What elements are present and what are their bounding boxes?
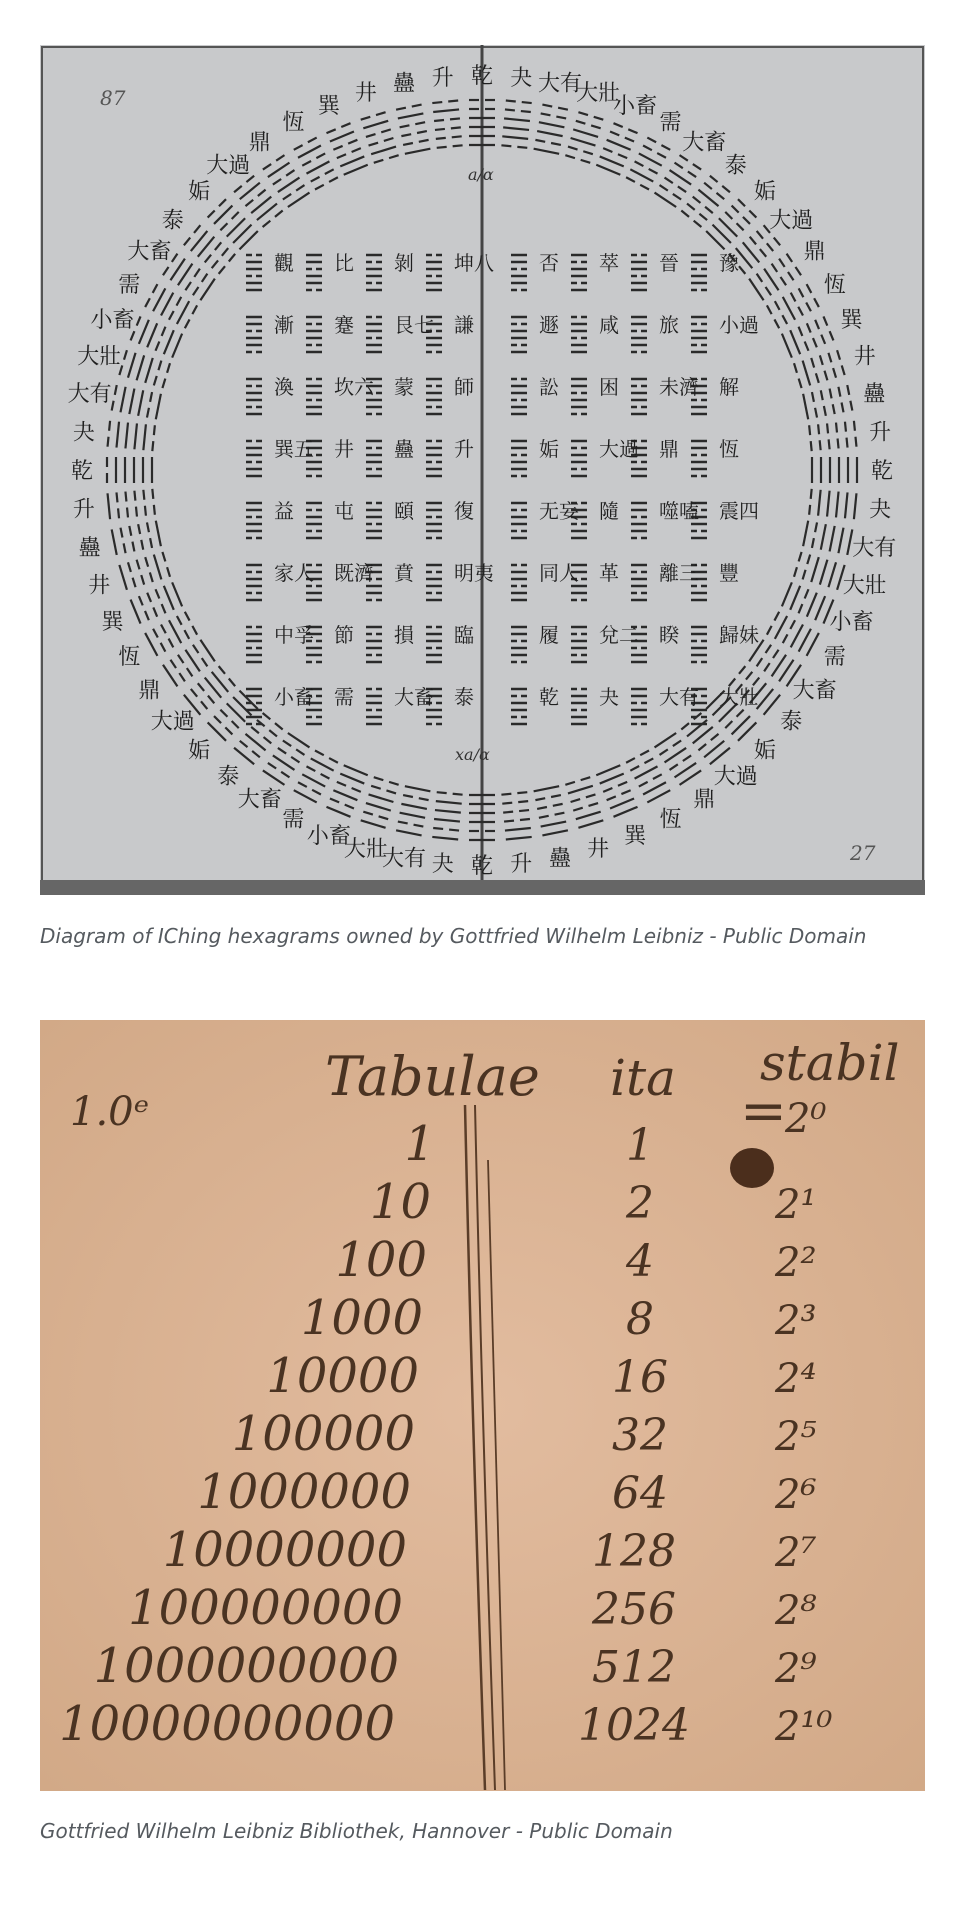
ring-hexagram-label: 升 xyxy=(869,420,892,446)
ring-hexagram-label: 大過 xyxy=(713,764,758,790)
ring-hexagram-label: 大壯 xyxy=(842,573,887,599)
inner-hexagram-label: 家人 xyxy=(274,561,314,585)
decimal-value: 128 xyxy=(592,1526,676,1577)
decimal-value: 8 xyxy=(626,1294,654,1345)
mark-top: a/ɑ xyxy=(468,165,494,184)
ring-hexagram-label: 大畜 xyxy=(237,787,282,813)
inner-hexagram-label: 歸妹 xyxy=(719,623,759,647)
ring-hexagram-label: 夬 xyxy=(510,65,533,91)
inner-hexagram-label: 兌二 xyxy=(599,623,639,647)
power-value: 2⁰ xyxy=(785,1096,827,1142)
decimal-value: 512 xyxy=(592,1642,676,1693)
ring-hexagram-label: 恆 xyxy=(118,645,141,671)
ring-hexagram-label: 大有 xyxy=(67,381,112,407)
header-tabulae: Tabulae xyxy=(325,1045,540,1108)
header-lo: 1.0ᵉ xyxy=(70,1089,150,1135)
inner-hexagram-label: 豐 xyxy=(719,561,739,585)
ring-hexagram-label: 升 xyxy=(431,65,454,91)
decimal-value: 16 xyxy=(612,1352,668,1403)
ring-hexagram-label: 夬 xyxy=(869,497,892,523)
inner-hexagram-label: 小畜 xyxy=(274,685,314,709)
inner-hexagram-label: 同人 xyxy=(539,561,579,585)
ring-hexagram-label: 巽 xyxy=(317,94,340,120)
ring-hexagram-label: 姤 xyxy=(188,179,211,205)
figure-caption-1: Diagram of IChing hexagrams owned by Gottfried Wilhelm Leibniz - Public Domain xyxy=(40,924,867,948)
ring-hexagram-label: 巽 xyxy=(624,823,647,849)
decimal-value: 256 xyxy=(592,1584,676,1635)
ring-hexagram-label: 巽 xyxy=(840,307,863,333)
ring-hexagram-label: 泰 xyxy=(217,764,240,790)
inner-hexagram-label: 復 xyxy=(454,499,474,523)
inner-hexagram-label: 无妄 xyxy=(539,499,579,523)
inner-hexagram-label: 節 xyxy=(334,623,354,647)
inner-hexagram-label: 大過 xyxy=(599,437,639,461)
inner-hexagram-label: 漸 xyxy=(274,313,294,337)
inner-hexagram-label: 離三 xyxy=(659,561,699,585)
ring-hexagram-label: 蠱 xyxy=(392,71,415,97)
binary-value: 10000000000 xyxy=(59,1696,395,1752)
ring-hexagram-label: 井 xyxy=(88,573,111,599)
inner-hexagram-label: 臨 xyxy=(454,623,474,647)
ring-hexagram-label: 大畜 xyxy=(682,130,727,156)
binary-value: 1000000000 xyxy=(93,1638,399,1694)
iching-diagram-drawing xyxy=(40,45,925,895)
ring-hexagram-label: 鼎 xyxy=(138,678,161,704)
iching-diagram-image xyxy=(40,45,925,895)
power-value: 2⁴ xyxy=(775,1356,817,1402)
binary-value: 100000 xyxy=(231,1406,415,1462)
inner-hexagram-label: 艮七 xyxy=(394,313,434,337)
ring-hexagram-label: 鼎 xyxy=(803,239,826,265)
ring-hexagram-label: 井 xyxy=(853,344,876,370)
inner-hexagram-label: 履 xyxy=(539,623,559,647)
power-value: 2¹⁰ xyxy=(775,1704,833,1750)
inner-hexagram-label: 需 xyxy=(334,685,354,709)
ring-hexagram-label: 夬 xyxy=(72,420,95,446)
ring-hexagram-label: 恆 xyxy=(282,110,305,136)
power-value: 2⁶ xyxy=(775,1472,817,1518)
binary-value: 1 xyxy=(404,1116,435,1172)
ring-hexagram-label: 鼎 xyxy=(248,130,271,156)
ring-hexagram-label: 小畜 xyxy=(829,610,874,636)
binary-value: 100 xyxy=(335,1232,427,1288)
inner-hexagram-label: 蒙 xyxy=(394,375,414,399)
power-value: 2⁸ xyxy=(775,1588,817,1634)
ring-hexagram-label: 大有 xyxy=(381,846,426,872)
binary-value: 1000000 xyxy=(197,1464,411,1520)
inner-hexagram-label: 頤 xyxy=(394,499,414,523)
ring-hexagram-label: 大過 xyxy=(206,153,251,179)
ring-hexagram-label: 大過 xyxy=(769,208,814,234)
inner-hexagram-label: 觀 xyxy=(274,251,294,275)
power-value: 2⁵ xyxy=(775,1414,817,1460)
binary-value: 1000 xyxy=(300,1290,423,1346)
power-value: 2¹ xyxy=(775,1182,817,1228)
inner-hexagram-label: 賁 xyxy=(394,561,414,585)
inner-hexagram-label: 夬 xyxy=(599,685,619,709)
ring-hexagram-label: 需 xyxy=(282,807,305,833)
inner-hexagram-label: 井 xyxy=(334,437,354,461)
ring-hexagram-label: 夬 xyxy=(431,852,454,878)
inner-hexagram-label: 中孚 xyxy=(274,623,314,647)
ring-hexagram-label: 姤 xyxy=(753,738,776,764)
inner-hexagram-label: 萃 xyxy=(599,251,619,275)
binary-value: 100000000 xyxy=(128,1580,403,1636)
ring-hexagram-label: 姤 xyxy=(753,179,776,205)
ring-hexagram-label: 大壯 xyxy=(77,344,122,370)
inner-hexagram-label: 姤 xyxy=(539,437,559,461)
inner-hexagram-label: 坎六 xyxy=(334,375,374,399)
inner-hexagram-label: 屯 xyxy=(334,499,354,523)
inner-hexagram-label: 否 xyxy=(539,251,559,275)
ring-hexagram-label: 恆 xyxy=(659,807,682,833)
ring-hexagram-label: 泰 xyxy=(780,709,803,735)
binary-value: 10 xyxy=(369,1174,431,1230)
inner-hexagram-label: 大有 xyxy=(659,685,699,709)
ring-hexagram-label: 恆 xyxy=(823,272,846,298)
ring-hexagram-label: 乾 xyxy=(470,64,494,89)
ring-hexagram-label: 需 xyxy=(118,272,141,298)
ring-hexagram-label: 蠱 xyxy=(78,536,101,562)
ring-hexagram-label: 大過 xyxy=(150,709,195,735)
power-value: 2⁷ xyxy=(775,1530,817,1576)
binary-value: 10000 xyxy=(266,1348,419,1404)
inner-hexagram-label: 蹇 xyxy=(334,313,354,337)
inner-hexagram-label: 師 xyxy=(454,375,474,399)
inner-hexagram-label: 隨 xyxy=(599,499,619,523)
ring-hexagram-label: 大壯 xyxy=(343,836,388,862)
inner-hexagram-label: 坤八 xyxy=(454,251,494,275)
inner-hexagram-label: 乾 xyxy=(539,685,559,709)
inner-hexagram-label: 大壯 xyxy=(719,685,759,709)
binary-value: 10000000 xyxy=(162,1522,407,1578)
inner-hexagram-label: 小過 xyxy=(719,313,759,337)
decimal-value: 1024 xyxy=(578,1700,690,1751)
inner-hexagram-label: 剝 xyxy=(394,251,414,275)
ring-hexagram-label: 井 xyxy=(354,81,377,107)
inner-hexagram-label: 革 xyxy=(599,561,619,585)
page-number-right: 27 xyxy=(850,841,876,865)
page-number-left: 87 xyxy=(100,86,126,110)
inner-hexagram-label: 損 xyxy=(394,623,414,647)
ring-hexagram-label: 乾 xyxy=(470,854,494,879)
power-value: 2² xyxy=(775,1240,817,1286)
inner-hexagram-label: 豫 xyxy=(719,251,739,275)
manuscript-drawing xyxy=(40,1020,925,1791)
inner-hexagram-label: 明夷 xyxy=(454,561,494,585)
inner-hexagram-label: 恆 xyxy=(719,437,739,461)
figure-caption-2: Gottfried Wilhelm Leibniz Bibliothek, Hannover - Public Domain xyxy=(40,1819,673,1843)
inner-hexagram-label: 謙 xyxy=(454,313,474,337)
header-stabil: stabil xyxy=(760,1034,900,1092)
ring-hexagram-label: 大壯 xyxy=(576,81,621,107)
inner-hexagram-label: 益 xyxy=(274,499,294,523)
power-value: 2³ xyxy=(775,1298,817,1344)
decimal-value: 4 xyxy=(626,1236,654,1287)
inner-hexagram-label: 巽五 xyxy=(274,437,314,461)
ring-hexagram-label: 大有 xyxy=(538,71,583,97)
inner-hexagram-label: 既濟 xyxy=(334,561,374,585)
inner-hexagram-label: 比 xyxy=(334,251,354,275)
inner-hexagram-label: 遯 xyxy=(539,313,559,337)
ring-hexagram-label: 大畜 xyxy=(127,239,172,265)
ring-hexagram-label: 小畜 xyxy=(90,307,135,333)
ring-hexagram-label: 泰 xyxy=(161,208,184,234)
header-ita: ita xyxy=(610,1049,676,1107)
leibniz-manuscript-image xyxy=(40,1020,925,1791)
ring-hexagram-label: 乾 xyxy=(70,459,94,484)
inner-hexagram-label: 困 xyxy=(599,375,619,399)
ring-hexagram-label: 姤 xyxy=(188,738,211,764)
ring-hexagram-label: 升 xyxy=(510,852,533,878)
inner-hexagram-label: 泰 xyxy=(454,685,474,709)
decimal-value: 2 xyxy=(626,1178,654,1229)
inner-hexagram-label: 噬嗑 xyxy=(659,499,699,523)
ring-hexagram-label: 井 xyxy=(587,836,610,862)
inner-hexagram-label: 升 xyxy=(454,437,474,461)
inner-hexagram-label: 鼎 xyxy=(659,437,679,461)
ring-hexagram-label: 需 xyxy=(659,110,682,136)
inner-hexagram-label: 咸 xyxy=(599,313,619,337)
power-value: 2⁹ xyxy=(775,1646,817,1692)
ring-hexagram-label: 大有 xyxy=(852,536,897,562)
inner-hexagram-label: 未濟 xyxy=(659,375,699,399)
ring-hexagram-label: 需 xyxy=(823,645,846,671)
inner-hexagram-label: 訟 xyxy=(539,375,559,399)
ring-hexagram-label: 泰 xyxy=(724,153,747,179)
inner-hexagram-label: 渙 xyxy=(274,375,294,399)
ring-hexagram-label: 鼎 xyxy=(693,787,716,813)
decimal-value: 64 xyxy=(612,1468,668,1519)
inner-hexagram-label: 震四 xyxy=(719,499,759,523)
equals-sign: = xyxy=(740,1079,787,1144)
ring-hexagram-label: 蠱 xyxy=(863,381,886,407)
decimal-value: 1 xyxy=(626,1120,654,1171)
ring-hexagram-label: 蠱 xyxy=(549,846,572,872)
mark-bottom: xa/ɑ xyxy=(455,745,490,764)
inner-hexagram-label: 解 xyxy=(719,375,739,399)
ring-hexagram-label: 小畜 xyxy=(306,823,351,849)
inner-hexagram-label: 旅 xyxy=(659,313,679,337)
ring-hexagram-label: 大畜 xyxy=(792,678,837,704)
ring-hexagram-label: 小畜 xyxy=(613,94,658,120)
ring-hexagram-label: 乾 xyxy=(870,459,894,484)
inner-hexagram-label: 蠱 xyxy=(394,437,414,461)
inner-hexagram-label: 大畜 xyxy=(394,685,434,709)
ring-hexagram-label: 巽 xyxy=(101,610,124,636)
inner-hexagram-label: 晉 xyxy=(659,251,679,275)
decimal-value: 32 xyxy=(612,1410,668,1461)
inner-hexagram-label: 睽 xyxy=(659,623,679,647)
ring-hexagram-label: 升 xyxy=(72,497,95,523)
